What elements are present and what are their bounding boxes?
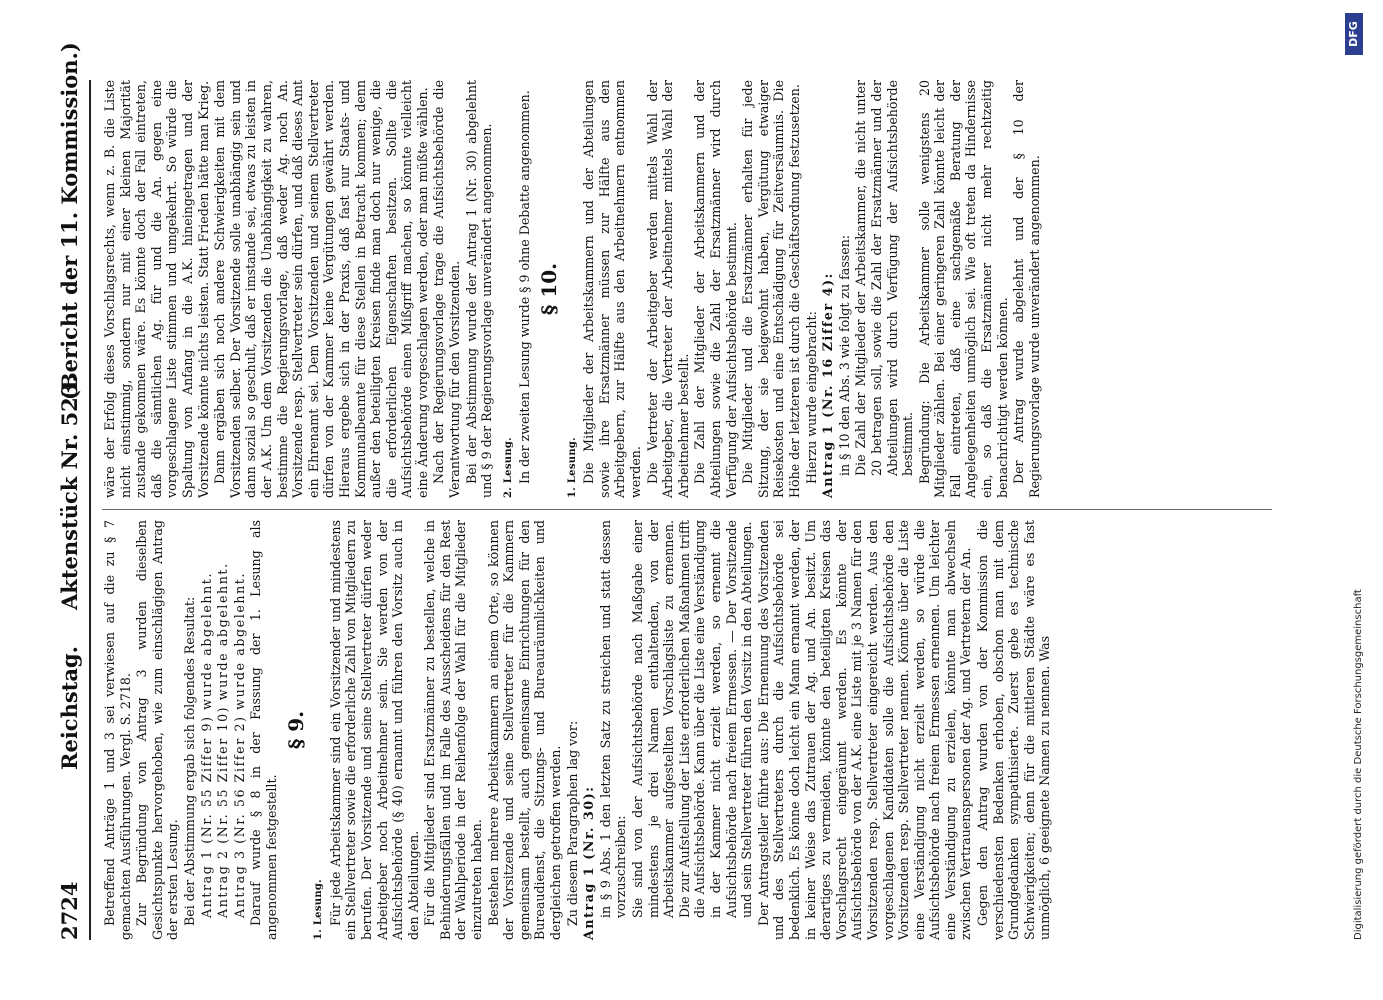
digitization-note: Digitalisierung gefördert durch die Deutsche Forschungsgemeinschaft xyxy=(1353,589,1364,940)
column-divider xyxy=(102,509,1272,510)
vote-result: Antrag 1 (Nr. 55 Ziffer 9) wurde abgelehnt. xyxy=(198,571,214,918)
paragraph: Der Antrag wurde abgelehnt und der § 10 der Regierungsvorlage wurde unverändert angenommen. xyxy=(1011,80,1042,498)
antrag-text: in § 10 den Abs. 3 wie folgt zu fassen: xyxy=(836,234,852,476)
paragraph: In der zweiten Lesung wurde § 9 ohne Debatte angenommen. xyxy=(517,90,533,484)
section-heading: § 9. xyxy=(283,710,308,750)
paragraph: Hierzu wurde eingebracht: xyxy=(803,311,819,484)
paragraph: Zur Begründung von Antrag 3 wurden dieselben Gesichtspunkte hervorgehoben, wie zum einschlägigen Antrag der ersten Lesung. xyxy=(134,520,181,940)
paragraph: Die Mitglieder und die Ersatzmänner erhalten für jede Sitzung, der sie beigewohnt haben, Vergütung etwaiger Reisekosten und eine Entschädigung für Zeitversäumnis. Die Höhe der letzteren ist durch die Geschäftsordnung festzusetzen. xyxy=(740,80,802,498)
dfg-logo: DFG xyxy=(1345,13,1363,55)
paragraph: Bestehen mehrere Arbeitskammern an einem Orte, so können der Vorsitzende und seine Stellvertreter für die Kammern gemeinsam bestellt, auch gemeinsame Einrichtungen für den Bureaudienst, die Sitzungs- und Bureauräumlichkeiten und dergleichen getroffen werden. xyxy=(485,520,564,940)
vote-result: Antrag 3 (Nr. 56 Ziffer 2) wurde abgelehnt. xyxy=(231,571,247,918)
paragraph: Die Mitglieder der Arbeitskammern und der Abteilungen sowie ihre Ersatzmänner müssen zur Hälfte aus den Arbeitgebern, zur Hälfte aus den Arbeitnehmern entnommen werden. xyxy=(581,80,643,498)
paragraph: Die Zahl der Mitglieder der Arbeitskammern und der Abteilungen sowie die Zahl der Ersatzmänner wird durch Verfügung der Aufsichtsbehörde bestimmt. xyxy=(692,80,739,498)
paragraph: Für jede Arbeitskammer sind ein Vorsitzender und mindestens ein Stellvertreter sowie die erforderliche Zahl von Mitgliedern zu berufen. Der Vorsitzende und seine Stellvertreter dürfen weder Arbeitgeber noch Arbeitnehmer sein. Sie werden von der Aufsichtsbehörde (§ 40) ernannt und führen den Vorsitz auch in den Abteilungen. xyxy=(327,520,421,940)
paragraph: Der Antragsteller führte aus: Die Ernennung des Vorsitzenden und des Stellvertreters durch die Aufsichtsbehörde sei bedenklich. Es könne doch leicht ein Mann ernannt werden, der in keiner Weise das Zutrauen der Ag. und An. besitzt. Um derartiges zu vermeiden, könnte den beteiligten Kreisen das Vorschlagsrecht eingeräumt werden. Es könnte der Aufsichtsbehörde von der A.K. eine Liste mit je 3 Namen für den Vorsitzenden resp. Stellvertreter eingereicht werden. Aus den vorgeschlagenen Kandidaten solle die Aufsichtsbehörde den Vorsitzenden resp. Stellvertreter nennen. Könnte über die Liste eine Verständigung nicht erzielt werden, so würde die Aufsichtsbehörde nach freiem Ermessen ernennen. Um leichter eine Verständigung zu erzielen, könnte man abwechseln zwischen Vertrauenspersonen der Ag. und Vertretern der An. xyxy=(755,520,974,940)
vote-result: Antrag 2 (Nr. 55 Ziffer 10) wurde abgelehnt. xyxy=(215,562,231,918)
paragraph: Dann ergäben sich noch andere Schwierigkeiten mit dem Vorsitzenden selber. Der Vorsitzende solle unabhängig sein und dann sozial so geschult, daß er imstande sei, etwas zu leisten in der A.K. Um dem Vorsitzenden die Unabhängigkeit zu wahren, bestimme die Regierungsvorlage, daß weder Ag. noch An. Vorsitzende resp. Stellvertreter sein dürfen, und daß dieses Amt ein Ehrenamt sei. Dem Vorsitzenden und seinem Stellvertreter dürfen von der Kammer keine Vergütungen gewährt werden. Hieraus ergebe sich in der Praxis, daß fast nur Staats- und Kommunalbeamte für diese Stellen in Betracht kommen; denn außer den beteiligten Kreisen finde man doch nur wenige, die die erforderlichen Eigenschaften besitzen. Sollte die Aufsichtsbehörde einen Mißgriff machen, so könnte vielleicht eine Änderung vorgeschlagen werden, oder man müßte wählen. xyxy=(212,80,430,498)
lesung-label: 2. Lesung. xyxy=(502,437,514,498)
paragraph: Darauf wurde § 8 in der Fassung der 1. Lesung als angenommen festgestellt. xyxy=(248,520,279,940)
header-aktenstueck: Aktenstück Nr. 523. xyxy=(57,375,82,610)
page-header xyxy=(55,42,91,940)
paragraph: Die Vertreter der Arbeitgeber werden mittels Wahl der Arbeitgeber, die Vertreter der Arbeitnehmer mittels Wahl der Arbeitnehmer bestellt. xyxy=(644,80,691,498)
paragraph: wäre der Erfolg dieses Vorschlagsrechts, wenn z. B. die Liste nicht einstimmig, sondern nur mit einer kleinen Majorität zustande gekommen wäre. Es könnte doch der Fall eintreten, daß die sämtlichen Ag. für und die An. gegen eine vorgeschlagene Liste stimmen und umgekehrt. So würde die Spaltung von Anfang in die A.K. hineingetragen und der Vorsitzende könnte nichts leisten. Statt Frieden hätte man Krieg. xyxy=(102,80,211,498)
antrag-quote: Die Zahl der Mitglieder der Arbeitskammer, die nicht unter 20 betragen soll, sowie die Zahl der Ersatzmänner und der Abteilungen wird durch Verfügung der Aufsichtsbehörde bestimmt. xyxy=(853,80,916,476)
lesung-label: 1. Lesung. xyxy=(566,437,578,498)
paragraph: Bei der Abstimmung wurde der Antrag 1 (Nr. 30) abgelehnt und § 9 der Regierungsvorlage unverändert angenommen. xyxy=(463,80,495,498)
paragraph: Nach der Regierungsvorlage trage die Aufsichtsbehörde die Verantwortung für den Vorsitzenden. xyxy=(431,80,463,498)
section-heading: § 10. xyxy=(537,262,562,316)
right-column xyxy=(102,80,1043,498)
paragraph: Zu diesem Paragraphen lag vor: xyxy=(564,720,580,926)
antrag-text: in § 9 Abs. 1 den letzten Satz zu streichen und statt dessen vorzuschreiben: xyxy=(597,520,629,918)
left-column xyxy=(102,520,1054,940)
paragraph: Begründung: Die Arbeitskammer solle wenigstens 20 Mitglieder zählen. Bei einer geringeren Zahl könnte leicht der Fall eintreten, daß eine sachgemäße Beratung der Angelegenheiten unmöglich sei. Wie oft treten da Hindernisse ein, so daß die Ersatzmänner nicht mehr rechtzeitig benachrichtigt werden können. xyxy=(916,80,1010,498)
page-number: 2724 xyxy=(57,881,82,940)
header-bericht: (Bericht der 11. Kommission.) xyxy=(57,42,82,400)
paragraph: Gegen den Antrag wurden von der Kommission die verschiedensten Bedenken erhoben, obschon man mit dem Grundgedanken sympathisierte. Zuerst gebe es technische Schwierigkeiten; denn für die mittleren Städte wäre es fast unmöglich, 6 geeignete Namen zu nennen. Was xyxy=(975,520,1053,940)
antrag-quote: Sie sind von der Aufsichtsbehörde nach Maßgabe einer mindestens je drei Namen enthaltenden, von der Arbeitskammer aufgestellten Vorschlagsliste zu ernennen. Die zur Aufstellung der Liste erforderlichen Maßnahmen trifft die Aufsichtsbehörde. Kann über die Liste eine Verständigung in der Kammer nicht erzielt werden, so ernennt die Aufsichtsbehörde nach freiem Ermessen. — Der Vorsitzende und sein Stellvertreter führen den Vorsitz in den Abteilungen. xyxy=(630,520,755,918)
antrag-title: Antrag 1 (Nr. 30): xyxy=(581,785,597,940)
header-reichstag: Reichstag. xyxy=(57,646,82,770)
lesung-label: 1. Lesung. xyxy=(313,879,325,940)
paragraph: Für die Mitglieder sind Ersatzmänner zu bestellen, welche in Behinderungsfällen und im Falle des Ausscheidens für den Rest der Wahlperiode in der Reihenfolge der Wahl für die Mitglieder einzutreten haben. xyxy=(422,520,485,940)
paragraph: Betreffend Anträge 1 und 3 sei verwiesen auf die zu § 7 gemachten Ausführungen. Vergl. S. 2718. xyxy=(102,520,133,940)
antrag-title: Antrag 1 (Nr. 16 Ziffer 4): xyxy=(820,272,836,498)
paragraph: Bei der Abstimmung ergab sich folgendes Resultat: xyxy=(181,596,197,926)
